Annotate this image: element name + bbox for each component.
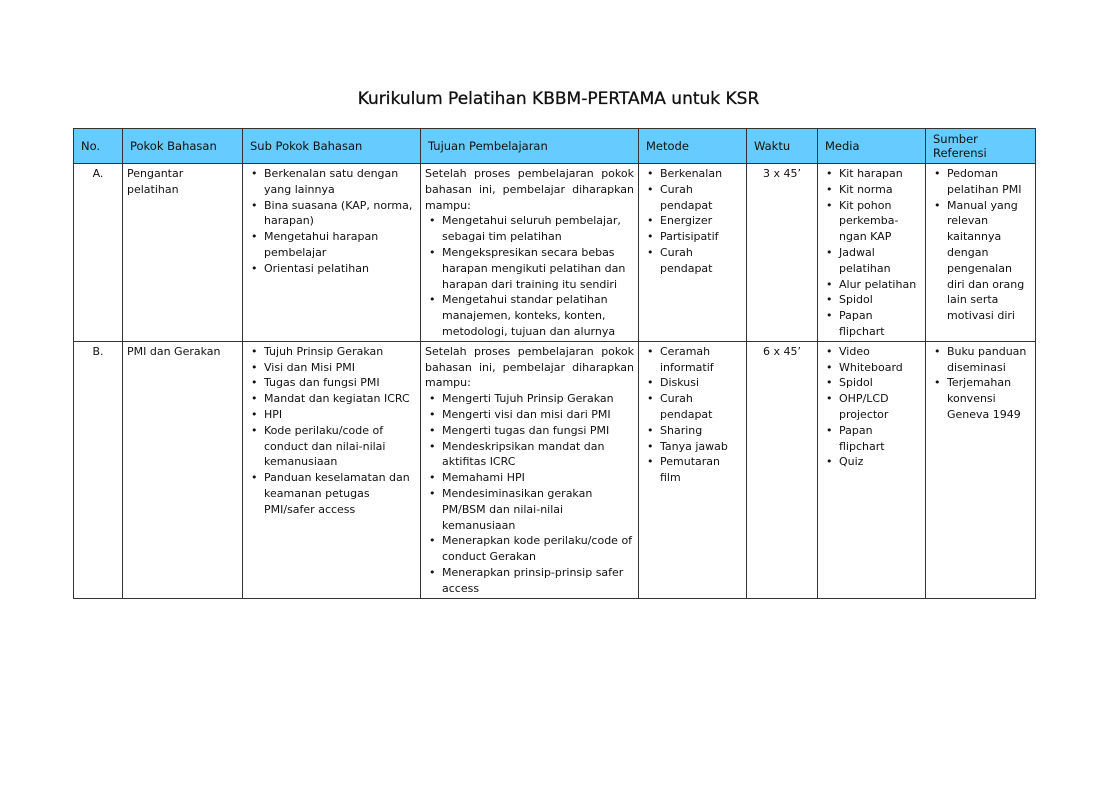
list-item <box>643 454 742 486</box>
curriculum-table <box>73 128 1036 599</box>
bullet-icon: • <box>429 245 436 259</box>
list-item <box>822 182 921 198</box>
bullet-icon: • <box>251 407 258 421</box>
list-item-text: Video <box>839 344 870 358</box>
bullet-icon: • <box>251 423 258 437</box>
list-item-text: Berkenalan satu dengan yang lainnya <box>264 167 399 196</box>
bullet-icon: • <box>429 293 436 307</box>
sumber-list <box>930 344 1031 423</box>
bullet-icon: • <box>429 392 436 406</box>
list-item-text: Partisipatif <box>660 230 719 244</box>
bullet-icon: • <box>647 392 654 406</box>
bullet-icon: • <box>647 182 654 196</box>
bullet-icon: • <box>429 407 436 421</box>
bullet-icon: • <box>251 230 258 244</box>
cell-media <box>818 341 926 598</box>
cell-sub-pokok <box>243 341 421 598</box>
list-item-text: Berkenalan <box>660 167 723 180</box>
list-item-text: Mandat dan kegiatan ICRC <box>264 392 410 406</box>
list-item <box>247 198 416 230</box>
bullet-icon: • <box>429 471 436 485</box>
tujuan-intro: Setelah proses pembelajaran pokok bahasan ini, pembelajar diharapkan mampu: <box>425 344 634 390</box>
cell-tujuan <box>421 341 639 598</box>
list-item <box>247 261 416 277</box>
list-item-text: Terjemahan konvensi Geneva 1949 <box>947 376 1021 421</box>
bullet-icon: • <box>647 439 654 453</box>
list-item-text: Mengerti Tujuh Prinsip Gerakan <box>442 392 614 406</box>
list-item-text: Manual yang relevan kaitannya dengan pengenalan diri dan orang lain serta motivasi diri <box>947 198 1025 323</box>
bullet-icon: • <box>429 565 436 579</box>
list-item-text: Visi dan Misi PMI <box>264 360 356 374</box>
bullet-icon: • <box>826 455 833 469</box>
list-item-text: Ceramah informatif <box>660 344 714 374</box>
bullet-icon: • <box>826 198 833 212</box>
list-item <box>425 533 634 565</box>
tujuan-intro: Setelah proses pembelajaran pokok bahasan ini, pembelajar diharapkan mampu: <box>425 167 634 212</box>
list-item-text: Papan flipchart <box>839 309 885 338</box>
cell-waktu: 3 x 45’ <box>747 164 818 342</box>
list-item-text: Tugas dan fungsi PMI <box>264 376 380 390</box>
bullet-icon: • <box>647 423 654 437</box>
list-item-text: Mengetahui harapan pembelajar <box>264 230 379 259</box>
cell-sumber <box>926 164 1036 342</box>
cell-no: B. <box>74 341 123 598</box>
list-item-text: Sharing <box>660 423 703 437</box>
bullet-icon: • <box>826 293 833 307</box>
list-item-text: Mengekspresikan secara bebas harapan mengikuti pelatihan dan harapan dari training itu sendiri <box>442 245 626 291</box>
cell-no: A. <box>74 164 123 342</box>
page-title: Kurikulum Pelatihan KBBM-PERTAMA untuk KSR <box>357 89 760 109</box>
cell-pokok-bahasan: Pengantar pelatihan <box>123 164 243 342</box>
bullet-icon: • <box>826 277 833 291</box>
list-item <box>930 375 1031 422</box>
list-item <box>930 198 1031 324</box>
bullet-icon: • <box>251 167 258 180</box>
bullet-icon: • <box>826 245 833 259</box>
metode-list <box>643 166 742 277</box>
bullet-icon: • <box>251 376 258 390</box>
list-item <box>247 229 416 261</box>
header-sub-pokok-bahasan: Sub Pokok Bahasan <box>243 129 421 164</box>
header-sumber-line2: Referensi <box>933 146 987 160</box>
list-item <box>822 308 921 340</box>
list-item <box>930 344 1031 376</box>
header-media: Media <box>818 129 926 164</box>
cell-sumber <box>926 341 1036 598</box>
list-item-text: Menerapkan kode perilaku/code of conduct Gerakan <box>442 534 633 564</box>
list-item <box>247 470 416 517</box>
bullet-icon: • <box>934 167 941 180</box>
table-row <box>74 164 1036 342</box>
list-item-text: Jadwal pelatihan <box>839 245 891 275</box>
bullet-icon: • <box>251 198 258 212</box>
list-item-text: Energizer <box>660 214 713 228</box>
list-item <box>425 391 634 407</box>
media-list <box>822 344 921 470</box>
list-item-text: Mengetahui seluruh pembelajar, sebagai tim pelatihan <box>442 214 621 244</box>
table-row <box>74 341 1036 598</box>
header-pokok-bahasan: Pokok Bahasan <box>123 129 243 164</box>
bullet-icon: • <box>429 214 436 228</box>
list-item <box>425 439 634 471</box>
header-sumber-referensi <box>926 129 1036 164</box>
list-item <box>643 213 742 229</box>
list-item-text: Pemutaran film <box>660 455 720 485</box>
bullet-icon: • <box>826 344 833 358</box>
list-item-text: Kit harapan <box>839 167 903 180</box>
list-item-text: Mendesiminasikan gerakan PM/BSM dan nilai-nilai kemanusiaan <box>442 486 593 532</box>
list-item-text: Kit pohon perkemba-ngan KAP <box>839 198 899 244</box>
bullet-icon: • <box>647 455 654 469</box>
metode-list <box>643 344 742 486</box>
list-item <box>247 344 416 360</box>
bullet-icon: • <box>251 261 258 275</box>
list-item <box>425 292 634 339</box>
list-item-text: Curah pendapat <box>660 245 713 275</box>
list-item <box>247 375 416 391</box>
list-item <box>822 166 921 182</box>
header-sumber-line1: Sumber <box>933 132 978 146</box>
list-item <box>247 360 416 376</box>
cell-tujuan <box>421 164 639 342</box>
bullet-icon: • <box>934 376 941 390</box>
list-item <box>425 245 634 292</box>
table-header-row <box>74 129 1036 164</box>
list-item <box>643 439 742 455</box>
list-item-text: Mengerti visi dan misi dari PMI <box>442 407 611 421</box>
tujuan-list <box>425 213 634 339</box>
list-item-text: Mengetahui standar pelatihan manajemen, konteks, konten, metodologi, tujuan dan alurnya <box>442 293 616 338</box>
list-item-text: Spidol <box>839 376 873 390</box>
list-item <box>643 391 742 423</box>
list-item <box>425 407 634 423</box>
list-item-text: Tujuh Prinsip Gerakan <box>264 344 384 358</box>
list-item <box>822 198 921 245</box>
list-item <box>425 486 634 533</box>
list-item-text: Curah pendapat <box>660 182 713 212</box>
list-item <box>425 423 634 439</box>
list-item-text: Alur pelatihan <box>839 277 917 291</box>
list-item-text: Kit norma <box>839 182 893 196</box>
list-item <box>643 423 742 439</box>
bullet-icon: • <box>934 198 941 212</box>
list-item-text: Mendeskripsikan mandat dan aktifitas ICRC <box>442 439 605 469</box>
bullet-icon: • <box>429 423 436 437</box>
bullet-icon: • <box>251 360 258 374</box>
bullet-icon: • <box>826 423 833 437</box>
list-item-text: Panduan keselamatan dan keamanan petugas PMI/safer access <box>264 471 410 516</box>
bullet-icon: • <box>647 167 654 180</box>
list-item <box>822 245 921 277</box>
bullet-icon: • <box>934 344 941 358</box>
list-item <box>247 166 416 198</box>
list-item <box>425 213 634 245</box>
list-item-text: HPI <box>264 407 283 421</box>
bullet-icon: • <box>647 245 654 259</box>
list-item-text: Orientasi pelatihan <box>264 261 369 275</box>
list-item <box>643 166 742 182</box>
list-item <box>822 292 921 308</box>
list-item-text: Buku panduan diseminasi <box>947 344 1027 374</box>
bullet-icon: • <box>251 471 258 485</box>
sumber-list <box>930 166 1031 324</box>
list-item <box>643 182 742 214</box>
bullet-icon: • <box>429 486 436 500</box>
cell-sub-pokok <box>243 164 421 342</box>
list-item <box>425 565 634 597</box>
list-item-text: Curah pendapat <box>660 392 713 421</box>
cell-pokok-bahasan: PMI dan Gerakan <box>123 341 243 598</box>
header-tujuan-pembelajaran: Tujuan Pembelajaran <box>421 129 639 164</box>
cell-media <box>818 164 926 342</box>
bullet-icon: • <box>826 167 833 180</box>
list-item-text: Pedoman pelatihan PMI <box>947 167 1022 196</box>
list-item <box>247 391 416 407</box>
bullet-icon: • <box>251 344 258 358</box>
list-item-text: Tanya jawab <box>660 439 728 453</box>
list-item-text: Menerapkan prinsip-prinsip safer access <box>442 565 624 595</box>
list-item <box>822 344 921 360</box>
bullet-icon: • <box>826 309 833 323</box>
list-item <box>643 344 742 376</box>
list-item <box>822 391 921 423</box>
bullet-icon: • <box>251 392 258 406</box>
list-item <box>425 470 634 486</box>
sub-pokok-list <box>247 344 416 518</box>
bullet-icon: • <box>647 214 654 228</box>
bullet-icon: • <box>429 534 436 548</box>
list-item-text: Bina suasana (KAP, norma, harapan) <box>264 198 413 228</box>
tujuan-list <box>425 391 634 596</box>
list-item <box>930 166 1031 198</box>
list-item <box>822 277 921 293</box>
list-item <box>822 454 921 470</box>
list-item-text: OHP/LCD projector <box>839 392 889 421</box>
bullet-icon: • <box>826 182 833 196</box>
list-item-text: Kode perilaku/code of conduct dan nilai-nilai kemanusiaan <box>264 423 386 469</box>
header-waktu: Waktu <box>747 129 818 164</box>
list-item <box>822 375 921 391</box>
list-item-text: Memahami HPI <box>442 471 525 485</box>
list-item <box>822 360 921 376</box>
bullet-icon: • <box>826 392 833 406</box>
media-list <box>822 166 921 340</box>
bullet-icon: • <box>647 344 654 358</box>
header-no: No. <box>74 129 123 164</box>
bullet-icon: • <box>647 230 654 244</box>
list-item-text: Quiz <box>839 455 864 469</box>
bullet-icon: • <box>826 360 833 374</box>
cell-waktu: 6 x 45’ <box>747 341 818 598</box>
list-item <box>822 423 921 455</box>
bullet-icon: • <box>647 376 654 390</box>
list-item <box>247 407 416 423</box>
bullet-icon: • <box>429 439 436 453</box>
cell-metode <box>639 341 747 598</box>
list-item-text: Spidol <box>839 293 873 307</box>
list-item-text: Whiteboard <box>839 360 903 374</box>
list-item-text: Mengerti tugas dan fungsi PMI <box>442 423 610 437</box>
list-item-text: Papan flipchart <box>839 423 885 453</box>
sub-pokok-list <box>247 166 416 277</box>
list-item-text: Diskusi <box>660 376 700 390</box>
cell-metode <box>639 164 747 342</box>
list-item <box>247 423 416 470</box>
bullet-icon: • <box>826 376 833 390</box>
list-item <box>643 375 742 391</box>
header-metode: Metode <box>639 129 747 164</box>
list-item <box>643 229 742 245</box>
list-item <box>643 245 742 277</box>
